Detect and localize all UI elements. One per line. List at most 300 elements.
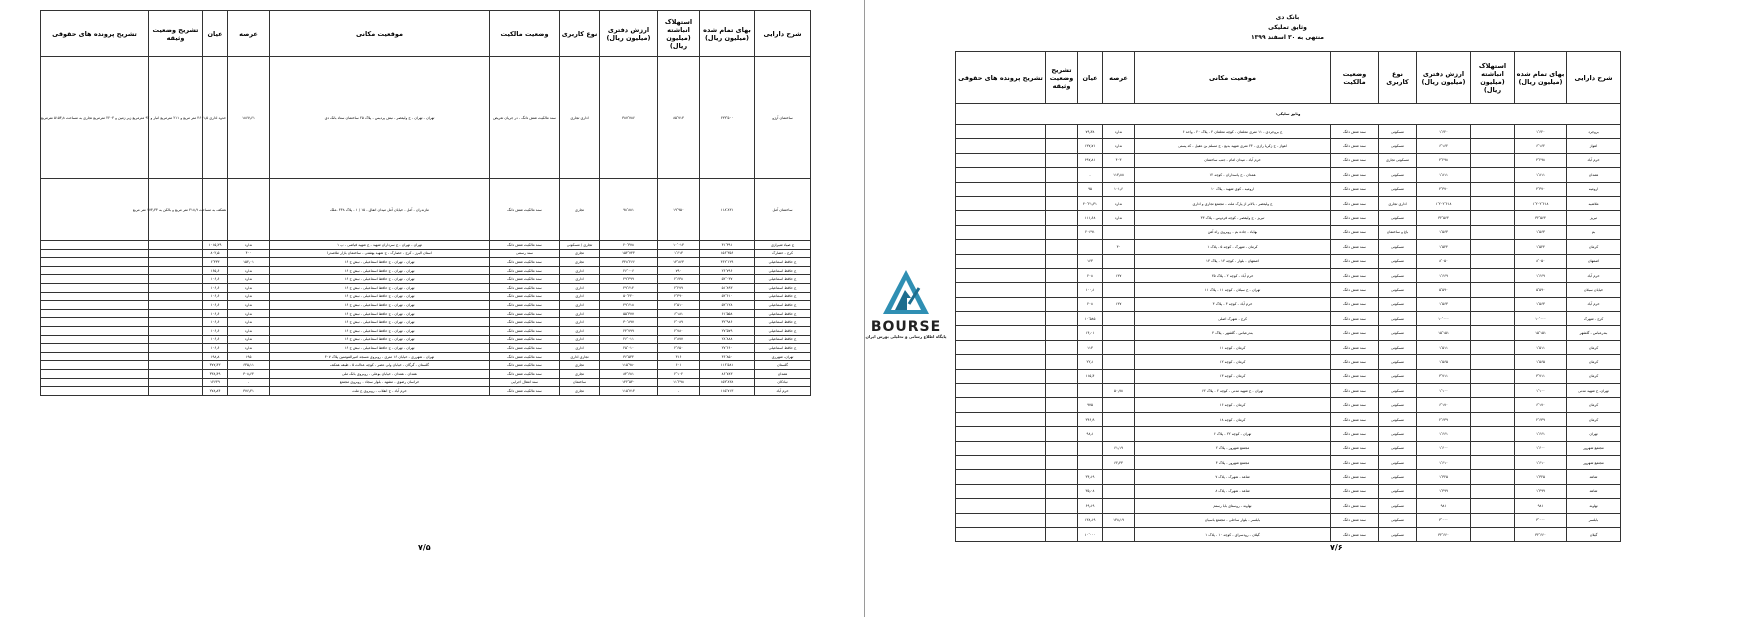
table-cell: تهران - تهران - ج حافظ اسماعیلی - نبش خ ۱۶ <box>270 301 490 310</box>
table-cell <box>41 369 149 378</box>
table-cell: - <box>1078 168 1103 182</box>
table-cell: سند مالکیت شش دانگ <box>490 352 560 361</box>
table-row <box>41 369 811 378</box>
table-row <box>956 125 1621 139</box>
column-header: استهلاک انباشته (میلیون ریال) <box>1471 52 1515 104</box>
table-cell: ۱٬۳۲۵ <box>1417 470 1471 484</box>
table-cell: ۵۲٬۶۱۰ <box>700 292 755 301</box>
table-cell <box>1078 384 1103 398</box>
table-cell <box>1471 312 1515 326</box>
table-cell: اداری <box>560 292 600 301</box>
column-header: موقعیت مکانی <box>270 11 490 57</box>
table-cell: ۱۴۲٬۵۴۰ <box>600 378 658 387</box>
table-cell: ندارد <box>228 266 270 275</box>
table-cell: ملاشیه <box>1567 196 1621 210</box>
table-cell: کرمان <box>1567 412 1621 426</box>
table-cell: تهران - تهران - ج حافظ اسماعیلی - نبش خ ۱۶ <box>270 344 490 353</box>
table-cell <box>41 378 149 387</box>
table-row <box>956 326 1621 340</box>
table-cell: ۱۵۴٬۷۴۳ <box>600 249 658 258</box>
table-cell <box>956 412 1046 426</box>
table-cell <box>1046 283 1078 297</box>
table-cell: شاهد <box>1567 484 1621 498</box>
table-cell: سند مالکیت شش دانگ <box>490 326 560 335</box>
table-cell: کرمان - کوچه ۱۱ <box>1135 340 1331 354</box>
right-header-row <box>956 52 1621 104</box>
table-cell: سند شش دانگ <box>1331 398 1379 412</box>
table-cell: سند شش دانگ <box>1331 125 1379 139</box>
table-row <box>41 275 811 284</box>
table-cell <box>1046 168 1078 182</box>
table-cell: سند شش دانگ <box>1331 384 1379 398</box>
table-cell: سند شش دانگ <box>1331 211 1379 225</box>
table-cell: تجاری <box>560 249 600 258</box>
table-cell: ۱٬۶۶۹ <box>1417 268 1471 282</box>
table-cell: مجتمع شهرور <box>1567 441 1621 455</box>
table-cell: ۳۷۷٫۴۳ <box>203 361 228 370</box>
table-cell <box>149 301 203 310</box>
table-cell: ج حافظ اسماعیلی <box>755 283 811 292</box>
table-cell <box>956 355 1046 369</box>
table-row <box>41 309 811 318</box>
table-cell <box>1046 398 1078 412</box>
table-cell: سند شش دانگ <box>1331 369 1379 383</box>
table-cell: سند رسمی <box>490 249 560 258</box>
table-cell: ۹۷۵ <box>1078 398 1103 412</box>
table-cell: ۸٬۰۵۰ <box>1515 254 1567 268</box>
table-cell: سند شش دانگ <box>1331 153 1379 167</box>
table-cell <box>1046 527 1078 541</box>
table-cell: ندارد <box>228 283 270 292</box>
table-cell: ج حافظ اسماعیلی <box>755 258 811 267</box>
table-cell <box>41 301 149 310</box>
table-cell <box>1103 326 1135 340</box>
table-cell: ۱۰٬۰۰۰ <box>1078 527 1103 541</box>
table-cell: ۶٬۳۳۳ <box>203 258 228 267</box>
column-header: عیان <box>203 11 228 57</box>
table-cell: سند شش دانگ <box>1331 196 1379 210</box>
table-cell <box>149 309 203 318</box>
table-cell <box>149 249 203 258</box>
table-cell <box>1046 268 1078 282</box>
table-cell: ۱٬۵۲۴ <box>1417 240 1471 254</box>
table-cell: ۱۰٬۰۰۰ <box>1417 312 1471 326</box>
table-cell: اداری <box>560 335 600 344</box>
table-cell <box>1046 340 1078 354</box>
table-cell: تهران <box>1567 427 1621 441</box>
table-cell: ۲٬۶۵۰ <box>658 344 700 353</box>
table-cell: ۵۲٬۰۳۷ <box>700 275 755 284</box>
table-cell: ساختمان آرژو <box>755 57 811 179</box>
table-cell: ۲۷٬۵۷۹ <box>700 326 755 335</box>
table-cell <box>1046 441 1078 455</box>
table-cell <box>956 326 1046 340</box>
table-cell: ندارد <box>228 326 270 335</box>
table-cell: ۳۱۶ <box>658 352 700 361</box>
table-cell: ۱٬۱۰۰ <box>1417 384 1471 398</box>
table-cell: ۱۸۶۷٫۶۱ <box>228 57 270 179</box>
table-cell: ۶۹٫۱۹ <box>1078 499 1103 513</box>
table-cell: ۶۳۳٬۵۰۰ <box>700 57 755 179</box>
table-cell: گیلان - رودسرای - کوچه ۱۰ - پلاک ۱ <box>1135 527 1331 541</box>
table-cell: ۳٬۰۰۰ <box>1515 513 1567 527</box>
table-cell <box>1046 455 1078 469</box>
table-cell: ۳۲٬۶۶۰ <box>1515 527 1567 541</box>
table-cell: ۱۹٬۹۵۰ <box>658 179 700 241</box>
column-header: تشریح پرونده های حقوقی <box>41 11 149 57</box>
table-cell <box>1046 182 1078 196</box>
table-cell <box>1078 441 1103 455</box>
table-cell <box>1471 398 1515 412</box>
table-cell: ۸۶٬۷۸۳ <box>700 369 755 378</box>
table-cell: ۲۵٬۰۱۰ <box>600 344 658 353</box>
table-cell: خرم آباد <box>1567 153 1621 167</box>
table-cell: ندارد <box>1103 196 1135 210</box>
table-cell <box>1471 268 1515 282</box>
left-page-number: ۷/۵ <box>418 543 431 552</box>
table-row <box>956 427 1621 441</box>
table-cell: ۱٬۶۲۰ <box>1515 125 1567 139</box>
table-cell: ۳۲٬۵۶۴ <box>1417 211 1471 225</box>
table-row <box>41 249 811 258</box>
table-cell <box>1103 398 1135 412</box>
table-cell <box>956 455 1046 469</box>
table-cell: کرمان <box>1567 240 1621 254</box>
table-cell: ۵٬۵۹۰ <box>1515 283 1567 297</box>
table-cell <box>1046 384 1078 398</box>
table-cell: سند شش دانگ <box>1331 340 1379 354</box>
table-row <box>956 513 1621 527</box>
table-cell: ۴۰٬۲۱٫۳۱ <box>1078 196 1103 210</box>
table-cell: ۱٬۶۱۳ <box>658 249 700 258</box>
table-cell: ۳۶٬۸۵۰ <box>700 352 755 361</box>
table-cell <box>1046 427 1078 441</box>
table-cell: ۱٬۵۲۴ <box>1515 240 1567 254</box>
table-cell: ۸٬۰۵۰ <box>1417 254 1471 268</box>
table-cell: نهاوند - روستای بابا رستم <box>1135 499 1331 513</box>
table-cell: ۵۲٬۱۲۸ <box>700 301 755 310</box>
table-cell: ۱۳۷ <box>1103 297 1135 311</box>
table-row <box>956 369 1621 383</box>
table-cell: ۳۰۸٫۶۴ <box>228 369 270 378</box>
table-cell: ۳۳۸٫۴۹ <box>203 369 228 378</box>
table-cell: تهران - خ سبلان - کوچه ۱۱ - پلاک ۱۱ <box>1135 283 1331 297</box>
table-cell: خرم آباد <box>755 387 811 396</box>
column-header: عرصه <box>1103 52 1135 104</box>
table-cell: شاهد - شهرک - پلاک ۷ <box>1135 470 1331 484</box>
table-cell <box>956 527 1046 541</box>
table-cell: تهران - تهران - ج حافظ اسماعیلی - نبش خ ۱۶ <box>270 266 490 275</box>
table-cell: ۲۶٬۰۱۱ <box>600 335 658 344</box>
table-cell: همدان <box>1567 168 1621 182</box>
left-header-row <box>41 11 811 57</box>
table-cell: مجتمع شهرور - پلاک ۳ <box>1135 455 1331 469</box>
column-header: شرح دارایی <box>1567 52 1621 104</box>
table-cell: ساختمان آمل <box>755 179 811 241</box>
table-cell: تهران - کوچه ۲۲ - پلاک ۶ <box>1135 427 1331 441</box>
table-cell: کرج - حصارک <box>755 249 811 258</box>
table-cell <box>1103 254 1135 268</box>
table-cell: ج حافظ اسماعیلی <box>755 318 811 327</box>
table-cell: مسکونی <box>1379 369 1417 383</box>
table-cell: ۱٬۲۰۲٬۶۱۸ <box>1515 196 1567 210</box>
table-cell: ۲٬۳۹۰ <box>658 292 700 301</box>
table-cell: ۱٬۵۶۳ <box>1515 297 1567 311</box>
table-cell <box>1103 225 1135 239</box>
table-cell: ندارد <box>228 344 270 353</box>
table-cell: ج حافظ اسماعیلی <box>755 344 811 353</box>
table-cell <box>1471 412 1515 426</box>
table-cell: ۳۶٬۵۳۴ <box>600 352 658 361</box>
table-cell <box>956 211 1046 225</box>
table-cell: گلستان - گرگان - خیابان ولی عصر - کوچه عدالت ۵ - طبقه همکف <box>270 361 490 370</box>
table-cell: ۳۴٫۱۹ <box>1078 470 1103 484</box>
table-cell <box>956 139 1046 153</box>
table-cell: مسکونی <box>1379 312 1417 326</box>
table-cell <box>41 344 149 353</box>
table-cell: حدود اداری ۴۶۰۱٫۵ متر مربع و ۲۱۱ مترمربع انبار و ۹۲ مترمربع زیر زمین و ۲۲۰۳ مترمربع تجاری به مساحت ۵۱۵۳٫۸ مترمربع <box>203 57 228 179</box>
table-cell: ۲٬۰۸۹ <box>658 318 700 327</box>
table-cell: - <box>658 387 700 396</box>
table-row <box>956 211 1621 225</box>
table-cell: ۳۰ <box>1103 240 1135 254</box>
table-cell: ۶٬۱۷۰ <box>1417 398 1471 412</box>
table-cell: مجتمع شهرور <box>1567 455 1621 469</box>
table-cell: ۶٬۱۶۲ <box>1515 139 1567 153</box>
table-cell: ۲۰۸ <box>1078 297 1103 311</box>
table-row <box>956 182 1621 196</box>
table-cell: ۶۱٫۱۹ <box>1103 441 1135 455</box>
table-cell <box>1471 211 1515 225</box>
table-cell: ۱۳۸٫۱۹ <box>1103 513 1135 527</box>
table-cell: مسکونی <box>1379 254 1417 268</box>
table-cell <box>41 326 149 335</box>
table-cell: مسکونی <box>1379 427 1417 441</box>
table-cell: مسکونی <box>1379 499 1417 513</box>
table-cell: تجاری اداری <box>560 352 600 361</box>
table-cell: کرمان <box>1567 369 1621 383</box>
table-cell: خیابان سبلان <box>1567 283 1621 297</box>
column-header: نوع کاربری <box>1379 52 1417 104</box>
table-cell <box>1046 125 1078 139</box>
table-cell: بروجرد <box>1567 125 1621 139</box>
table-cell: گیلان <box>1567 527 1621 541</box>
table-cell <box>1046 499 1078 513</box>
table-cell: سند مالکیت شش دانگ <box>490 241 560 250</box>
table-cell: ۴٬۳۷۰ <box>1417 182 1471 196</box>
table-cell: سند شش دانگ <box>1331 455 1379 469</box>
table-cell <box>1471 153 1515 167</box>
table-row <box>41 241 811 250</box>
table-cell: ۱٬۵۱۱ <box>1515 340 1567 354</box>
table-cell: تهران - تهران - ج حافظ اسماعیلی - نبش خ ۱۶ <box>270 292 490 301</box>
table-cell: اهواز <box>1567 139 1621 153</box>
table-cell: سند شش دانگ <box>1331 225 1379 239</box>
table-cell: ۳٬۷۱۱ <box>1515 369 1567 383</box>
table-cell <box>956 283 1046 297</box>
table-cell <box>1103 283 1135 297</box>
table-cell: ۱۱۶٬۵۸۱ <box>700 361 755 370</box>
table-cell: ج صیاد شیرازی <box>755 241 811 250</box>
table-cell <box>1471 513 1515 527</box>
table-cell: ۴٬۳۷۰ <box>1515 182 1567 196</box>
column-header: تشریح پرونده های حقوقی <box>956 52 1046 104</box>
table-cell: سند شش دانگ <box>1331 268 1379 282</box>
table-cell: ۷۹۰ <box>658 266 700 275</box>
table-row <box>956 455 1621 469</box>
table-cell <box>41 361 149 370</box>
table-cell: ۱۱۵٬۷۱۳ <box>700 387 755 396</box>
table-cell: ۱۱۸٬۸۳۱ <box>700 179 755 241</box>
right-assets-table <box>955 51 1621 542</box>
table-cell: ۳۴۶٫۹ <box>1078 412 1103 426</box>
table-cell: ۵٬۵۹۰ <box>1417 283 1471 297</box>
table-cell: ۸۵٬۷۱۳ <box>658 57 700 179</box>
table-cell: ۵۱٬۸۹۳ <box>700 283 755 292</box>
table-cell: ۵۵٬۳۷۷ <box>600 309 658 318</box>
table-cell: ۳۲٬۹۸۶ <box>700 318 755 327</box>
table-cell: کرمان - کوچه ۱۶ <box>1135 398 1331 412</box>
table-cell <box>956 225 1046 239</box>
table-cell <box>1471 384 1515 398</box>
table-cell: سند شش دانگ <box>1331 484 1379 498</box>
table-cell: مسکونی <box>1379 513 1417 527</box>
table-cell: سند شش دانگ <box>1331 312 1379 326</box>
table-cell <box>1046 355 1078 369</box>
table-cell: ۳۲٬۶۶۰ <box>1417 527 1471 541</box>
table-cell: ۱۱٬۲۹۸ <box>658 378 700 387</box>
table-cell: شاهد - شهرک - پلاک ۸ <box>1135 484 1331 498</box>
table-cell: ۲۶٬۷۹۶ <box>700 266 755 275</box>
table-row <box>956 312 1621 326</box>
column-header: ارزش دفتری (میلیون ریال) <box>1417 52 1471 104</box>
table-cell: اصفهان - بلوار - کوچه ۱۳ - پلاک ۱۳ <box>1135 254 1331 268</box>
table-cell: مازندران - آمل - خیابان آمل میدان اتفاق - ۱۵ / ۱ - پلاک ۴۳۸ -ملک <box>270 179 490 241</box>
table-cell: بابلسر <box>1567 513 1621 527</box>
table-cell: خرم آباد - میدان امام - جنب ساختمان <box>1135 153 1331 167</box>
table-cell: ندارد <box>1103 211 1135 225</box>
table-cell <box>1471 355 1515 369</box>
table-cell: تهران - تهران - ج حافظ اسماعیلی - نبش خ ۱۶ <box>270 335 490 344</box>
column-header: عرصه <box>228 11 270 57</box>
table-cell: ۱۰۶٫۶ <box>203 309 228 318</box>
table-cell: سند انتقال اجرایی <box>490 378 560 387</box>
table-cell: ۱٬۶۰۰ <box>1417 441 1471 455</box>
table-cell: ۳۲٬۵۶۴ <box>1515 211 1567 225</box>
table-cell <box>956 340 1046 354</box>
table-cell: ۱٬۳۹۹ <box>1515 484 1567 498</box>
table-cell <box>41 258 149 267</box>
table-cell: خرم آباد <box>1567 297 1621 311</box>
table-cell: کرمان <box>1567 398 1621 412</box>
table-cell: ۴٬۲۹۸ <box>1515 153 1567 167</box>
table-cell <box>1471 527 1515 541</box>
table-cell <box>1046 153 1078 167</box>
table-cell <box>149 335 203 344</box>
table-row <box>956 470 1621 484</box>
table-row <box>956 139 1621 153</box>
table-cell <box>956 153 1046 167</box>
table-cell: ۱٬۵۶۳ <box>1417 225 1471 239</box>
table-row <box>956 196 1621 210</box>
table-cell: اداری <box>560 318 600 327</box>
table-cell: مسکونی <box>1379 441 1417 455</box>
table-cell: کرمان - کوچه ۱۸ <box>1135 412 1331 426</box>
table-cell <box>1471 369 1515 383</box>
table-cell: ۶۹۷٫۸۱ <box>1078 153 1103 167</box>
table-row <box>41 361 811 370</box>
table-cell: سند مالکیت شش دانگ <box>490 301 560 310</box>
column-header: بهای تمام شده (میلیون ریال) <box>700 11 755 57</box>
table-cell: سند شش دانگ <box>1331 441 1379 455</box>
table-cell: ۸۴٬۶۸۱ <box>600 369 658 378</box>
table-cell: تجاری <box>560 387 600 396</box>
table-cell <box>41 309 149 318</box>
table-cell: اصفهان <box>1567 254 1621 268</box>
table-cell: ۲۲٫۱ <box>1078 355 1103 369</box>
table-cell: ندارد <box>228 309 270 318</box>
table-cell <box>956 168 1046 182</box>
table-cell <box>1046 412 1078 426</box>
table-cell <box>1046 139 1078 153</box>
table-cell: همدان - همدان - خیابان بوعلی - روبروی بانک ملی <box>270 369 490 378</box>
table-cell: تهران - تهران - خ ولیعصر - نبش پردیس - پلاک ۲۵ ساختمان ستاد بانک دی <box>270 57 490 179</box>
table-cell: ۱٬۵۱۱ <box>1417 340 1471 354</box>
left-assets-table <box>40 10 811 396</box>
table-cell <box>1471 240 1515 254</box>
table-row <box>41 378 811 387</box>
table-cell: ۱۰۶٫۶ <box>203 326 228 335</box>
table-cell: ۱۰۶٫۶ <box>203 335 228 344</box>
table-cell: ۱۱۵٫۴ <box>1078 369 1103 383</box>
table-cell: سند شش دانگ <box>1331 182 1379 196</box>
table-cell <box>956 470 1046 484</box>
table-cell: ۱٬۵۶۵ <box>1515 355 1567 369</box>
table-cell: ندارد <box>1103 125 1135 139</box>
table-row <box>41 283 811 292</box>
table-cell: سند شش دانگ <box>1331 254 1379 268</box>
table-row <box>41 301 811 310</box>
table-cell <box>41 292 149 301</box>
table-row <box>956 527 1621 541</box>
table-cell: ۹۵ <box>1078 182 1103 196</box>
table-cell <box>956 484 1046 498</box>
table-row <box>956 268 1621 282</box>
table-cell <box>41 335 149 344</box>
table-cell: تجاری <box>560 258 600 267</box>
table-cell: تجاری / مسکونی <box>560 241 600 250</box>
table-cell: بندرعباس - گلشهر - پلاک ۴ <box>1135 326 1331 340</box>
column-header: وضعیت مالکیت <box>1331 52 1379 104</box>
table-cell: سند مالکیت شش دانگ <box>490 266 560 275</box>
table-cell <box>41 241 149 250</box>
table-cell <box>149 258 203 267</box>
table-cell: ۲٬۸۷۷ <box>658 335 700 344</box>
table-cell: ۱٬۶۶۱ <box>1515 427 1567 441</box>
table-cell: اداری <box>560 326 600 335</box>
table-cell: ۱۰۶٫۶ <box>203 344 228 353</box>
table-cell: ۱۱۳٫۸۸ <box>1103 168 1135 182</box>
table-cell: ۱۰۶٫۶ <box>203 275 228 284</box>
table-cell: تبریز - ج ولیعصر - کوچه فردوس - پلاک ۳۳ <box>1135 211 1331 225</box>
table-row <box>41 344 811 353</box>
table-cell: ندارد <box>228 318 270 327</box>
table-cell: تهران - تهران - ج حافظ اسماعیلی - نبش خ ۱۶ <box>270 309 490 318</box>
table-cell: ج حافظ اسماعیلی <box>755 292 811 301</box>
table-cell: ۶۲٫۴۳ <box>1103 455 1135 469</box>
table-cell: مسکونی <box>1379 268 1417 282</box>
table-cell <box>1471 225 1515 239</box>
